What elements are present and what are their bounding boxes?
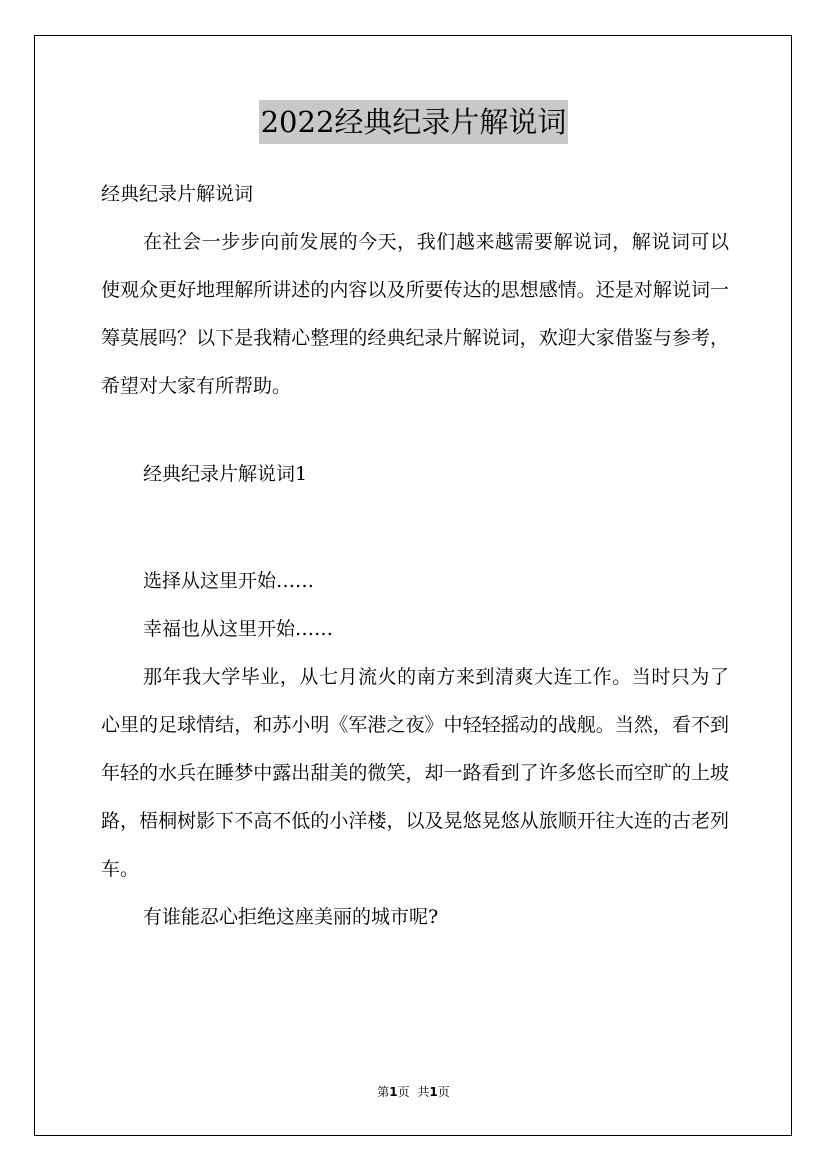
title-container [0,100,827,144]
document-title: 2022经典纪录片解说词 [259,100,569,144]
document-body [101,170,729,941]
footer-total-suffix: 页 [437,1085,450,1099]
footer-total-number: 1 [429,1085,438,1099]
footer-page-prefix: 第 [377,1085,390,1099]
page-footer [0,1083,827,1101]
paragraph-line-1: 选择从这里开始…… [143,570,315,592]
section-heading: 经典纪录片解说词1 [143,463,308,485]
body-paragraph-1: 那年我大学毕业，从七月流火的南方来到清爽大连工作。当时只为了心里的足球情结，和苏小明《军港之夜》中轻轻摇动的战舰。当然，看不到年轻的水兵在睡梦中露出甜美的微笑，却一路看到了许多悠长而空旷的上坡路，梧桐树影下不高不低的小洋楼，以及晃悠晃悠从旅顺开往大连的古老列车。 [101,666,729,880]
footer-total-prefix: 共 [417,1085,430,1099]
footer-page-suffix: 页 [397,1085,410,1099]
intro-paragraph: 在社会一步步向前发展的今天，我们越来越需要解说词，解说词可以使观众更好地理解所讲述的内容以及所要传达的思想感情。还是对解说词一筹莫展吗？以下是我精心整理的经典纪录片解说词，欢迎大家借鉴与参考，希望对大家有所帮助。 [101,231,729,397]
body-paragraph-2: 有谁能忍心拒绝这座美丽的城市呢? [143,906,439,928]
document-subtitle: 经典纪录片解说词 [101,183,254,205]
paragraph-line-2: 幸福也从这里开始…… [143,618,334,640]
footer-page-number: 1 [389,1085,398,1099]
